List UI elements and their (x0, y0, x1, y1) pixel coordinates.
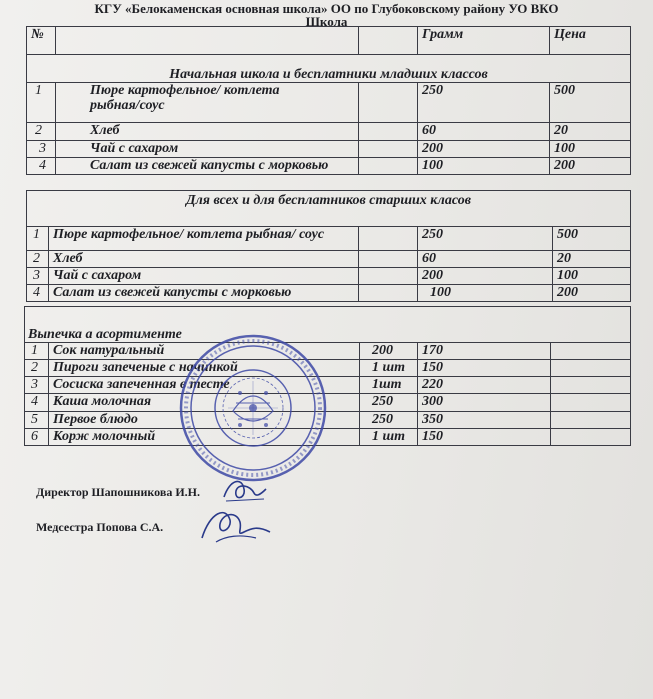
price-value: 350 (418, 412, 551, 429)
price-value: 20 (550, 123, 631, 141)
row-num: 2 (25, 360, 49, 377)
column-header-price: Цена (550, 27, 631, 55)
empty-cell (551, 394, 631, 412)
empty-cell (359, 27, 418, 55)
gram-value: 200 (418, 268, 553, 285)
gram-value: 250 (418, 83, 550, 123)
dish-name-continued: рыбная/соус (90, 98, 165, 113)
dish-name: Каша молочная (49, 394, 360, 412)
price-value: 500 (553, 227, 631, 251)
table-row (27, 268, 631, 285)
table-row (27, 285, 631, 302)
dish-name: Сосиска запеченная в тесте (49, 377, 360, 394)
gram-value: 1 шт (360, 360, 418, 377)
gram-value: 100 (418, 158, 550, 175)
row-num: 3 (27, 141, 56, 158)
price-value: 150 (418, 360, 551, 377)
gram-value: 1шт (360, 377, 418, 394)
dish-name: Хлеб (56, 123, 359, 141)
empty-cell (359, 285, 418, 302)
empty-cell (551, 412, 631, 429)
table-row (27, 141, 631, 158)
price-value: 150 (418, 429, 551, 446)
dish-name: Салат из свежей капусты с морковью (56, 158, 359, 175)
row-num: 3 (27, 268, 49, 285)
gram-value: 200 (360, 343, 418, 360)
empty-cell (359, 158, 418, 175)
row-num: 2 (27, 123, 56, 141)
gram-value: 60 (418, 123, 550, 141)
row-num: 5 (25, 412, 49, 429)
empty-cell (359, 141, 418, 158)
price-value: 500 (550, 83, 631, 123)
table-header-row (27, 27, 631, 55)
row-num: 4 (27, 158, 56, 175)
gram-value: 200 (418, 141, 550, 158)
table-row (27, 123, 631, 141)
section-title: Для всех и для бесплатников старших класов (27, 191, 631, 227)
empty-cell (551, 429, 631, 446)
price-value: 20 (553, 251, 631, 268)
menu-table-senior (26, 190, 631, 302)
dish-name: Первое блюдо (49, 412, 360, 429)
empty-cell (551, 377, 631, 394)
document-header (40, 2, 613, 28)
section-title: Начальная школа и бесплатники младших классов (27, 55, 631, 83)
gram-value: 250 (418, 227, 553, 251)
row-num: 1 (27, 227, 49, 251)
empty-cell (359, 123, 418, 141)
nurse-signature-icon (196, 502, 276, 552)
empty-cell (359, 251, 418, 268)
dish-name: Пюре картофельное/ котлета рыбная/ соус (49, 227, 359, 251)
row-num: 4 (27, 285, 49, 302)
table-row (27, 158, 631, 175)
dish-name: Пюре картофельное/ котлета (90, 83, 280, 98)
price-value: 220 (418, 377, 551, 394)
header-subtitle: Школа (305, 14, 348, 29)
row-num: 1 (25, 343, 49, 360)
empty-cell (551, 343, 631, 360)
price-value: 170 (418, 343, 551, 360)
gram-value: 100 (418, 285, 553, 302)
director-signature-icon (220, 475, 270, 505)
column-header-num: № (27, 27, 56, 55)
empty-cell (359, 227, 418, 251)
school-stamp (178, 333, 328, 483)
director-signature-line: Директор Шапошникова И.Н. (36, 485, 200, 499)
row-num: 3 (25, 377, 49, 394)
price-value: 100 (553, 268, 631, 285)
dish-name: Хлеб (49, 251, 359, 268)
row-num: 1 (27, 83, 56, 123)
row-num: 6 (25, 429, 49, 446)
table-row (27, 83, 631, 123)
table-row (27, 227, 631, 251)
dish-name: Корж молочный (49, 429, 360, 446)
empty-cell (359, 83, 418, 123)
section-title-row (27, 191, 631, 227)
price-value: 300 (418, 394, 551, 412)
dish-name: Чай с сахаром (56, 141, 359, 158)
gram-value: 1 шт (360, 429, 418, 446)
section-title-row (27, 55, 631, 83)
section-title: Выпечка а асортименте (25, 307, 631, 343)
row-num: 4 (25, 394, 49, 412)
empty-cell (56, 27, 359, 55)
gram-value: 250 (360, 412, 418, 429)
dish-name: Сок натуральный (49, 343, 360, 360)
price-value: 100 (550, 141, 631, 158)
table-row (27, 251, 631, 268)
column-header-gram: Грамм (418, 27, 550, 55)
dish-name: Пироги запеченые с начинкой (49, 360, 360, 377)
school-name: КГУ «Белокаменская основная школа» ОО по Глубоковскому району УО ВКО (94, 1, 559, 16)
row-num: 2 (27, 251, 49, 268)
dish-name: Чай с сахаром (49, 268, 359, 285)
empty-cell (359, 268, 418, 285)
gram-value: 60 (418, 251, 553, 268)
menu-table-junior (26, 26, 631, 175)
dish-name: Салат из свежей капусты с морковью (49, 285, 359, 302)
price-value: 200 (553, 285, 631, 302)
price-value: 200 (550, 158, 631, 175)
empty-cell (551, 360, 631, 377)
nurse-signature-line: Медсестра Попова С.А. (36, 520, 164, 534)
gram-value: 250 (360, 394, 418, 412)
